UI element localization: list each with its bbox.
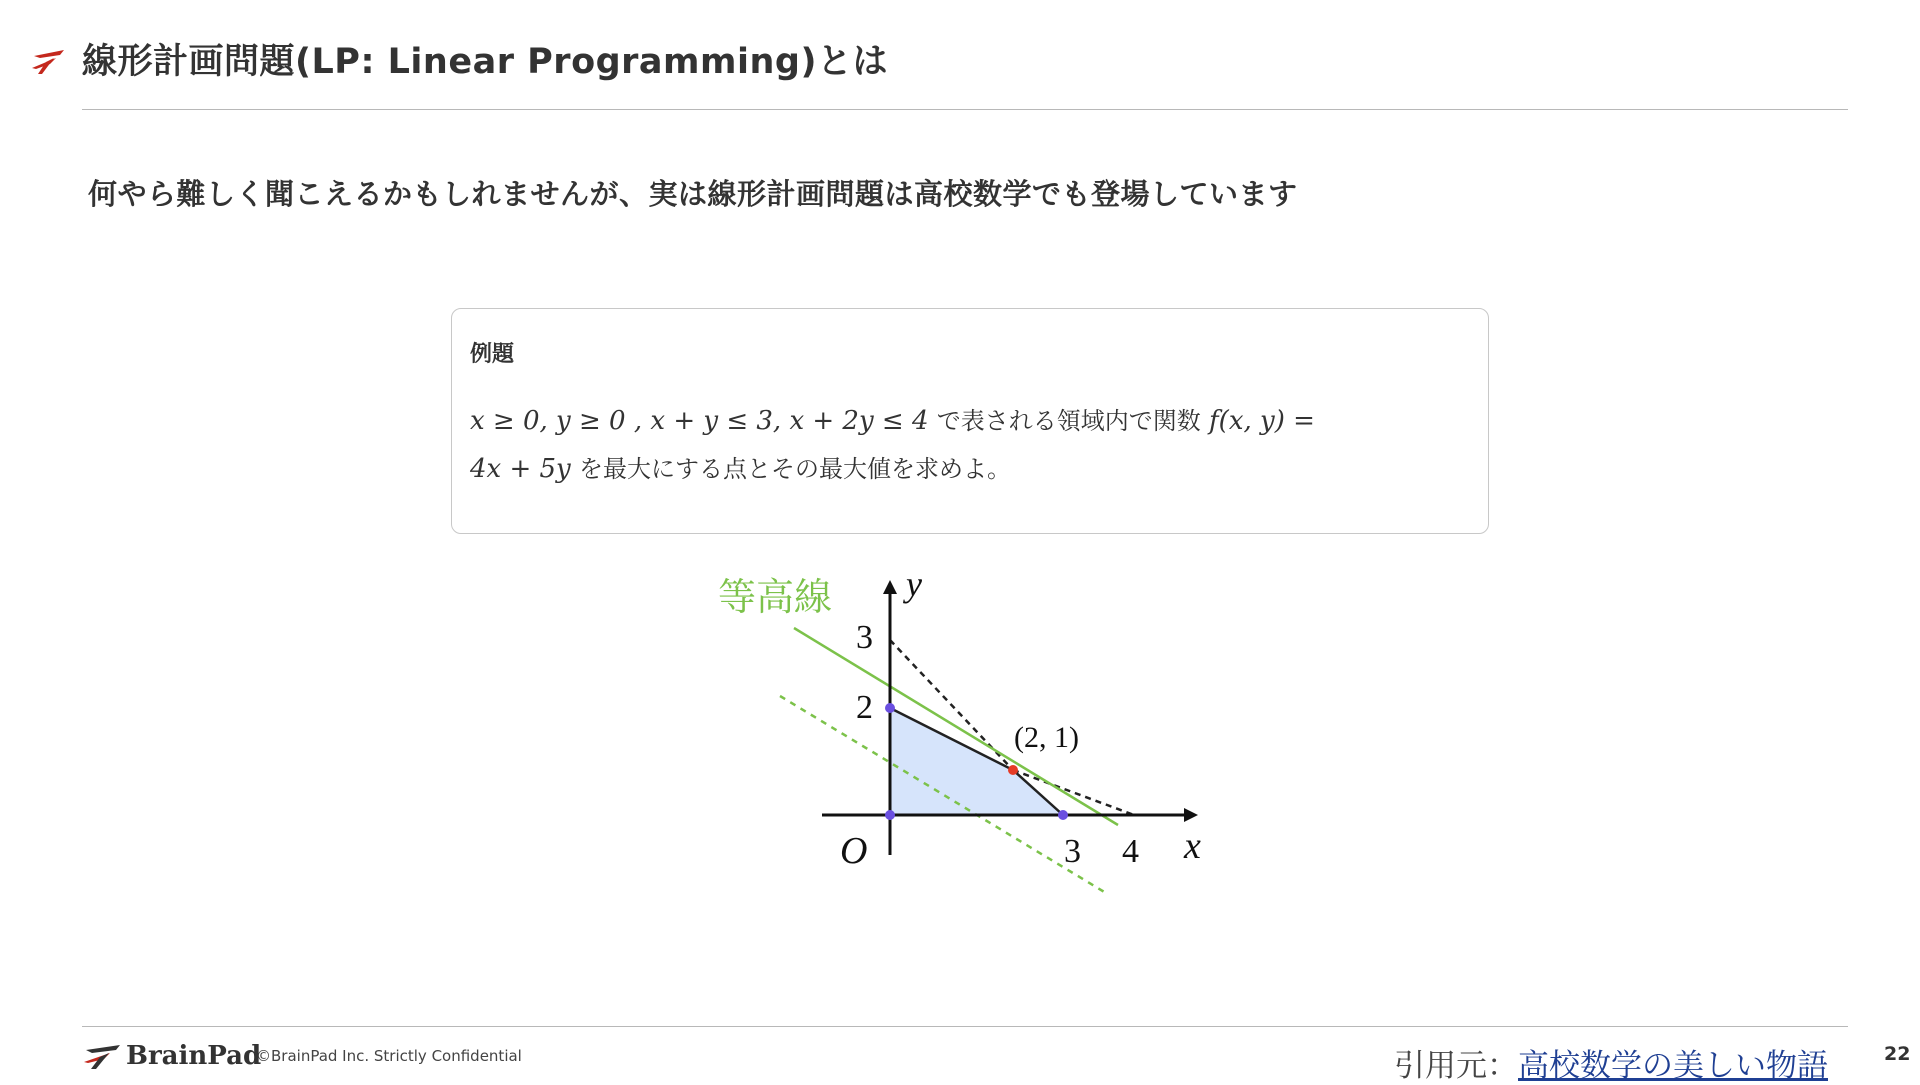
citation-link[interactable]: 高校数学の美しい物語 xyxy=(1518,1048,1828,1084)
example-title: 例題 xyxy=(470,342,515,367)
page-number: 22 xyxy=(1884,1043,1911,1065)
origin-label: O xyxy=(840,830,868,872)
footer-brand: BrainPad xyxy=(126,1041,262,1071)
vertex-0-2 xyxy=(885,703,895,713)
constraint-math: x ≥ 0, y ≥ 0 , x + y ≤ 3, x + 2y ≤ 4 xyxy=(470,406,929,436)
lead-text: 何やら難しく聞こえるかもしれませんが、実は線形計画問題は高校数学でも登場しています xyxy=(88,177,1298,211)
y-tick-3: 3 xyxy=(856,619,873,656)
footer-logo xyxy=(82,1040,261,1072)
page-title: 線形計画問題(LP: Linear Programming)とは xyxy=(82,42,888,82)
x-axis-arrow xyxy=(1184,808,1198,822)
y-axis-arrow xyxy=(883,580,897,594)
brainpad-mark-icon xyxy=(82,1042,122,1070)
contour-label: 等高線 xyxy=(718,577,833,619)
example-card xyxy=(451,308,1489,534)
objective-func: f(x, y) = xyxy=(1209,406,1315,436)
header-divider xyxy=(82,109,1848,110)
y-axis-label: y xyxy=(906,564,922,604)
optimum-point xyxy=(1008,765,1018,775)
vertex-3-0 xyxy=(1058,810,1068,820)
citation-prefix: 引用元： xyxy=(1394,1048,1518,1084)
x-tick-4: 4 xyxy=(1122,833,1139,870)
x-axis-label: x xyxy=(1184,825,1201,867)
objective-math: 4x + 5y xyxy=(470,454,571,484)
brand-logo-icon xyxy=(30,46,66,76)
vertex-origin xyxy=(885,810,895,820)
y-tick-2: 2 xyxy=(856,689,873,726)
lp-graph xyxy=(700,560,1240,900)
x-tick-3: 3 xyxy=(1064,833,1081,870)
footer-divider xyxy=(82,1026,1848,1027)
footer-copyright: ©BrainPad Inc. Strictly Confidential xyxy=(256,1047,522,1065)
question-text: を最大にする点とその最大値を求めよ。 xyxy=(579,455,1012,483)
example-line-2 xyxy=(470,449,1011,484)
point-label: (2, 1) xyxy=(1014,721,1079,754)
citation xyxy=(1394,1040,1828,1085)
example-line-1 xyxy=(470,401,1315,436)
constraint-text: で表される領域内で関数 xyxy=(936,407,1201,435)
